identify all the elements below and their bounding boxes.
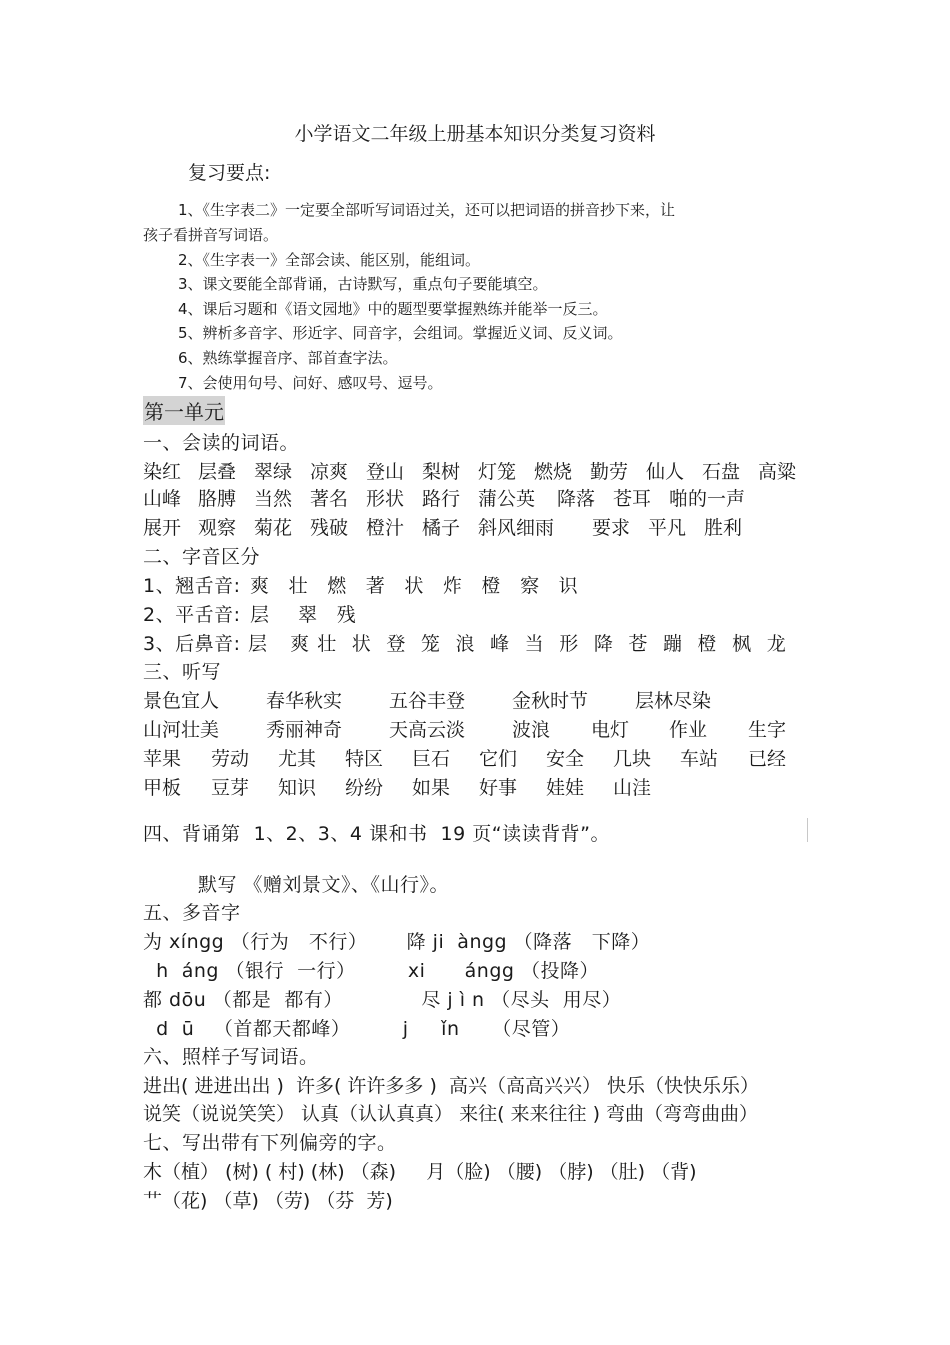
word: 知识 [278, 777, 317, 799]
page-title: 小学语文二年级上册基本知识分类复习资料 [294, 123, 656, 145]
word: 勤劳 [590, 461, 629, 483]
polyphone-line-2: h áng （银行 一行） xi ángg （投降） [143, 960, 599, 982]
word-row-3 [143, 513, 749, 540]
word: 形状 [366, 488, 405, 510]
word-row-2 [143, 484, 759, 511]
word: 巨石 [412, 748, 451, 770]
dictation-poems: 默写 《赠刘景文》、《山行》。 [198, 874, 450, 896]
word: 残破 [310, 517, 349, 539]
word: 苍耳 [613, 488, 652, 510]
word: 观察 [198, 517, 237, 539]
polyphone-line-3: 都 dōu （都是 都有） 尽 j ì n （尽头 用尽） [143, 989, 622, 1011]
margin-rule [807, 818, 808, 842]
requirement-5: 5、辨析多音字、形近字、同音字，会组词。掌握近义词、反义词。 [178, 324, 623, 342]
word: 斜风细雨 [478, 517, 555, 539]
word: 金秋时节 [512, 690, 589, 712]
word: 石盘 [702, 461, 741, 483]
word-row-1 [143, 457, 803, 484]
word: 仙人 [646, 461, 685, 483]
pattern-words-line-1: 进出( 进进出出 ) 许多( 许许多多 ) 高兴（高高兴兴） 快乐（快快乐乐） [143, 1075, 760, 1097]
word: 染红 [143, 461, 182, 483]
word: 胜利 [704, 517, 743, 539]
word: 纷纷 [345, 777, 384, 799]
dictation-row-2 [143, 715, 793, 742]
word: 电灯 [591, 719, 630, 741]
word: 五谷丰登 [389, 690, 466, 712]
word: 降落 [557, 488, 596, 510]
word: 作业 [669, 719, 708, 741]
word: 特区 [345, 748, 384, 770]
word: 翠绿 [254, 461, 293, 483]
dictation-row-3 [143, 744, 793, 771]
pattern-words-line-2: 说笑（说说笑笑） 认真（认认真真） 来往( 来来往往 ) 弯曲（弯弯曲曲） [143, 1103, 759, 1125]
word: 山河壮美 [143, 719, 220, 741]
word: 橘子 [422, 517, 461, 539]
word: 如果 [412, 777, 451, 799]
word: 当然 [254, 488, 293, 510]
section-2-heading: 二、字音区分 [143, 546, 261, 568]
requirement-3: 3、课文要能全部背诵，古诗默写，重点句子要能填空。 [178, 275, 548, 293]
word: 蒲公英 [478, 488, 536, 510]
radical-line-1: 木（植） (树) ( 村) (林) （森) 月（脸) （腰) （脖) （肚) （背) [143, 1161, 697, 1183]
word: 安全 [546, 748, 585, 770]
word: 胳膊 [198, 488, 237, 510]
section-5-heading: 五、多音字 [143, 902, 241, 924]
word: 好事 [479, 777, 518, 799]
word: 山洼 [613, 777, 652, 799]
section-3-heading: 三、听写 [143, 661, 222, 683]
section-4-heading: 四、背诵第 1、2、3、4 课和书 19 页“读读背背”。 [143, 823, 610, 845]
word: 车站 [680, 748, 719, 770]
word: 要求 [592, 517, 631, 539]
section-6-heading: 六、照样子写词语。 [143, 1046, 319, 1068]
word: 展开 [143, 517, 182, 539]
retroflex-line: 1、翘舌音: 爽 壮 燃 著 状 炸 橙 察 识 [143, 575, 579, 597]
dictation-row-1 [143, 686, 725, 713]
word: 劳动 [211, 748, 250, 770]
polyphone-line-4: d ū （首都天都峰） j ǐn （尽管） [143, 1018, 571, 1040]
review-points-heading: 复习要点: [188, 162, 271, 184]
word: 平凡 [648, 517, 687, 539]
word: 春华秋实 [266, 690, 343, 712]
back-nasal-line: 3、后鼻音: 层 爽 壮 状 登 笼 浪 峰 当 形 降 苍 蹦 橙 枫 龙 [143, 633, 787, 655]
requirement-7: 7、会使用句号、问好、感叹号、逗号。 [178, 374, 443, 392]
word: 尤其 [278, 748, 317, 770]
word: 橙汁 [366, 517, 405, 539]
word: 啪的一声 [669, 488, 746, 510]
requirement-2: 2、《生字表一》全部会读、能区别，能组词。 [178, 251, 481, 269]
requirement-1: 1、《生字表二》一定要全部听写词语过关，还可以把词语的拼音抄下来，让 [178, 201, 676, 219]
dictation-row-4 [143, 773, 658, 800]
requirement-4: 4、课后习题和《语文园地》中的题型要掌握熟练并能举一反三。 [178, 300, 608, 318]
word: 已经 [748, 748, 787, 770]
word: 梨树 [422, 461, 461, 483]
word: 凉爽 [310, 461, 349, 483]
requirement-6: 6、熟练掌握音序、部首查字法。 [178, 349, 398, 367]
word: 登山 [366, 461, 405, 483]
word: 娃娃 [546, 777, 585, 799]
word: 天高云淡 [389, 719, 466, 741]
word: 波浪 [512, 719, 551, 741]
word: 秀丽神奇 [266, 719, 343, 741]
section-7-heading: 七、写出带有下列偏旁的字。 [143, 1132, 397, 1154]
word: 甲板 [143, 777, 182, 799]
section-1-heading: 一、会读的词语。 [143, 432, 300, 454]
word: 苹果 [143, 748, 182, 770]
word: 燃烧 [534, 461, 573, 483]
word: 生字 [748, 719, 787, 741]
unit-title: 第一单元 [143, 396, 225, 425]
radical-line-2: 艹（花) （草) （劳) （芬 芳) [143, 1190, 393, 1212]
flat-tongue-line: 2、平舌音: 层 翠 残 [143, 604, 357, 626]
word: 层叠 [198, 461, 237, 483]
word: 豆芽 [211, 777, 250, 799]
polyphone-line-1: 为 xíngg （行为 不行） 降 ji àngg （降落 下降） [143, 931, 651, 953]
word: 景色宜人 [143, 690, 220, 712]
word: 高粱 [758, 461, 797, 483]
word: 菊花 [254, 517, 293, 539]
word: 著名 [310, 488, 349, 510]
word: 层林尽染 [635, 690, 712, 712]
requirement-1-cont: 孩子看拼音写词语。 [143, 226, 279, 244]
word: 几块 [613, 748, 652, 770]
word: 路行 [422, 488, 461, 510]
word: 它们 [479, 748, 518, 770]
word: 灯笼 [478, 461, 517, 483]
word: 山峰 [143, 488, 182, 510]
